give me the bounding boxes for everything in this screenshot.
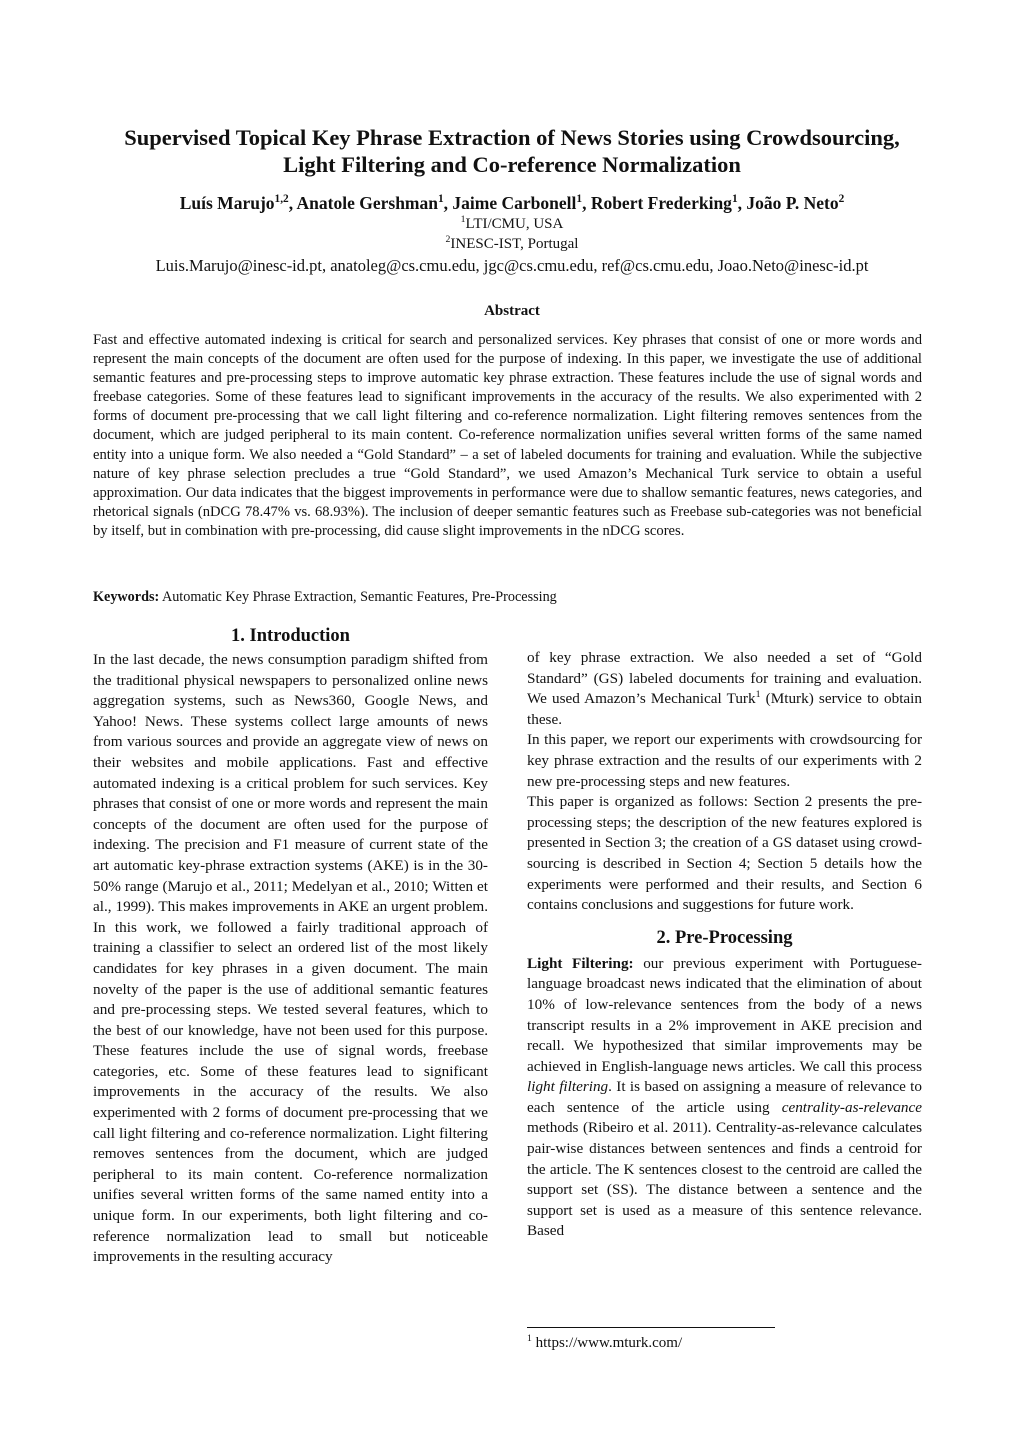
abstract-heading: Abstract bbox=[484, 303, 540, 319]
paragraph bbox=[527, 792, 922, 916]
paragraph bbox=[527, 648, 922, 730]
paragraph bbox=[527, 730, 922, 792]
footnote-mark: 1 bbox=[755, 689, 761, 701]
right-column bbox=[527, 648, 922, 1242]
footnote: $^1$ https://www.mturk.com/ bbox=[527, 1333, 683, 1351]
title-line-2: Light Filtering and Co-reference Normalization bbox=[283, 152, 741, 177]
text-run: centrality-as-relevance bbox=[781, 1098, 922, 1116]
introduction-body bbox=[93, 650, 488, 1268]
author-name: Luís Marujo bbox=[179, 193, 275, 213]
preprocessing-body bbox=[527, 954, 922, 1242]
author-name: João P. Neto bbox=[746, 193, 839, 213]
text-run: . It is based on assigning a measure of relevance to each sentence of the article using bbox=[527, 1078, 922, 1116]
text-run: methods (Ribeiro et al. 2011). Centrality-as-relevance calculates pair-wise distances between sentences and finds a centroid for the article. The K sentences closest to the centroid are called the support set (SS). The distance between a sentence and the support set is used as a measure of this sentence relevance. Based bbox=[527, 1119, 922, 1240]
text-run: (Mturk) service to obtain these. bbox=[527, 690, 922, 728]
author-affiliation-mark: 1 bbox=[437, 193, 444, 206]
author-affiliation-mark: 1 bbox=[731, 193, 738, 206]
section-heading-introduction: 1. Introduction bbox=[231, 626, 350, 646]
author-name: Anatole Gershman bbox=[296, 193, 438, 213]
text-run: Light Filtering: bbox=[527, 954, 634, 972]
footnote-link[interactable]: https://www.mturk.com/ bbox=[535, 1335, 683, 1351]
keywords bbox=[93, 588, 922, 607]
keywords-text: Automatic Key Phrase Extraction, Semantic Features, Pre-Processing bbox=[159, 589, 557, 605]
text-run: This paper is organized as follows: Section 2 presents the pre-processing steps; the description of the new features explored is presented in Section 3; the creation of a GS dataset using crowd-sourcing is described in Section 4; Section 5 details how the experiments were performed and their results, and Section 6 contains conclusions and suggestions for future work. bbox=[527, 793, 922, 914]
text-run: light filtering bbox=[527, 1078, 609, 1096]
author-emails: Luis.Marujo@inesc-id.pt, anatoleg@cs.cmu.edu, jgc@cs.cmu.edu, ref@cs.cmu.edu, Joao.Neto@inesc-id.pt bbox=[155, 256, 869, 275]
abstract-text: Fast and effective automated indexing is critical for search and personalized services. Key phrases that consist of one or more words and represent the main concepts of the document are often used for the purpose of indexing. In this paper, we investigate the use of additional semantic features and pre-processing steps to improve automatic key phrase extraction. These features include the use of signal words and freebase categories. Some of these features lead to significant improvements in the accuracy of the results. We also experimented with 2 forms of document pre-processing that we call light filtering and co-reference normalization. Light filtering removes sentences from the document, which are judged peripheral to its main content. Co-reference normalization unifies several written forms of the same named entity into a unique form. We also needed a “Gold Standard” – a set of labeled documents for training and evaluation. While the subjective nature of key phrase selection precludes a true “Gold Standard”, we used Amazon’s Mechanical Turk service to obtain a useful approximation. Our data indicates that the biggest improvements in performance were due to shallow semantic features, news categories, and rhetorical signals (nDCG 78.47% vs. 68.93%). The inclusion of deeper semantic features such as Freebase sub-categories was not beneficial by itself, but in combination with pre-processing, did cause slight improvements in the nDCG scores. bbox=[93, 332, 922, 539]
author-affiliation-mark: 1 bbox=[576, 193, 583, 206]
title-line-1: Supervised Topical Key Phrase Extraction of News Stories using Crowdsourcing, bbox=[124, 125, 900, 150]
text-run: In this paper, we report our experiments with crowdsourcing for key phrase extraction and the results of our experiments with 2 new pre-processing steps and new features. bbox=[527, 731, 922, 790]
paper-title bbox=[60, 124, 964, 178]
introduction-continued bbox=[527, 648, 922, 916]
affiliation-2: $^2$INESC-IST, Portugal bbox=[445, 234, 579, 252]
paragraph bbox=[93, 650, 488, 1268]
section-heading-preprocessing: 2. Pre-Processing bbox=[656, 927, 793, 948]
author-list: Luís Marujo$^{1,2}$, Anatole Gershman$^1$, Jaime Carbonell$^1$, Robert Frederking$^1$, João P. Neto$^2$ bbox=[179, 193, 845, 213]
author-affiliation-mark: 1,2 bbox=[274, 193, 289, 206]
affiliation-1: $^1$LTI/CMU, USA bbox=[460, 214, 564, 232]
author-name: Jaime Carbonell bbox=[452, 193, 577, 213]
text-run: of key phrase extraction. We also needed a set of “Gold Standard” (GS) labeled documents for training and evaluation. We used Amazon’s Mechanical Turk bbox=[527, 649, 922, 708]
keywords-label: Keywords: bbox=[93, 589, 160, 605]
author-affiliation-mark: 2 bbox=[838, 193, 845, 206]
left-column bbox=[93, 624, 488, 1268]
text-run: In the last decade, the news consumption paradigm shifted from the traditional physical newspapers to personalized online news aggregation systems, such as News360, Google News, and Yahoo! News. These systems collect large amounts of news from various sources and provide an aggregate view of news on their websites and mobile applications. Fast and effective automated indexing is a critical problem for such services. Key phrases that consist of one or more words and represent the main concepts of the document are often used for the purpose of indexing. The precision and F1 measure of current state of the art automatic key-phrase extraction systems (AKE) is in the 30-50% range (Marujo et al., 2011; Medelyan et al., 2010; Witten et al., 1999). This makes improvements in AKE an urgent problem. In this work, we followed a fairly traditional approach of training a classifier to select an ordered list of the most likely candidates for key phrases in a given document. The main novelty of the paper is the use of additional semantic features and pre-processing steps. We tested several features, which to the best of our knowledge, have not been used for this purpose. These features include the use of signal words, freebase categories, etc. Some of these features lead to significant improvements in the accuracy of the results. We also experimented with 2 forms of document pre-processing that we call light filtering and co-reference normalization. Light filtering removes sentences from the document, which are judged peripheral to its main content. Co-reference normalization unifies several written forms of the same named entity into a unique form. In our experiments, both light filtering and co-reference normalization lead to small but noticeable improvements in the resulting accuracy bbox=[93, 651, 488, 1266]
text-run: our previous experiment with Portuguese-language broadcast news indicated that the elimination of about 10% of low-relevance sentences from the body of a news transcript results in a 2% improvement in AKE precision and recall. We hypothesized that similar improvements may be achieved in English-language news articles. We call this process bbox=[527, 954, 922, 1075]
footnote-divider bbox=[527, 1327, 775, 1328]
paragraph bbox=[527, 954, 922, 1242]
author-name: Robert Frederking bbox=[590, 193, 732, 213]
